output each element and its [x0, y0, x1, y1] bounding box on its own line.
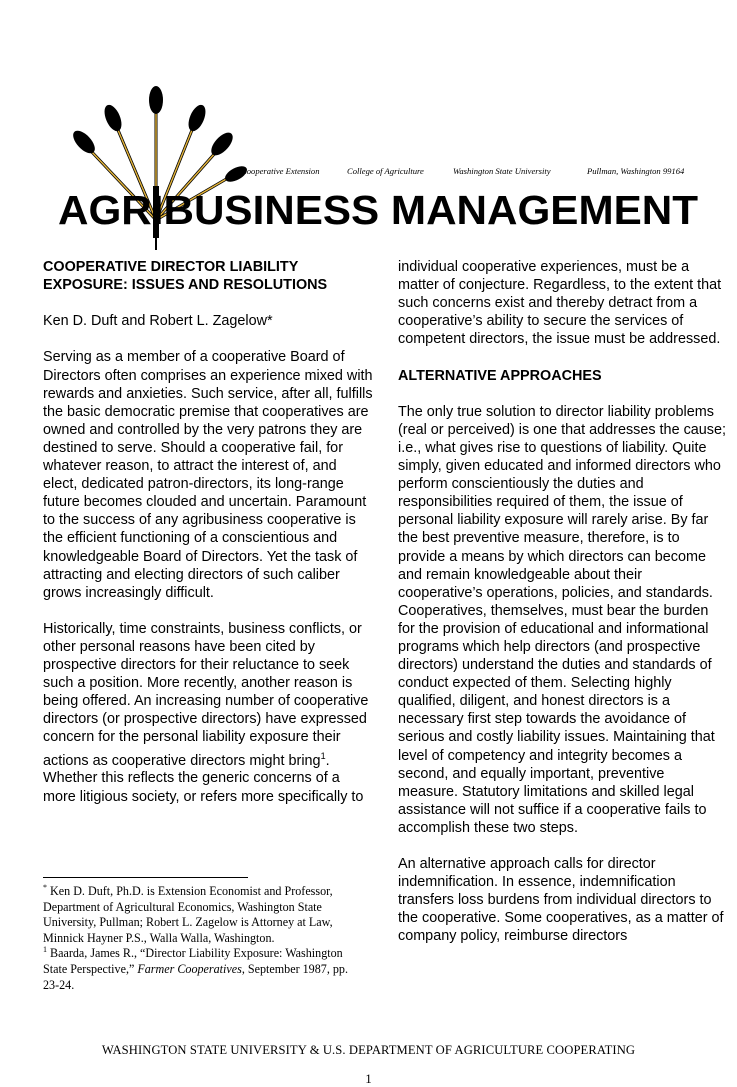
masthead-logo [0, 0, 737, 260]
footnote-marker-asterisk: * [43, 883, 47, 892]
footnote-journal-name: Farmer Cooperatives [137, 961, 242, 976]
paragraph-solution: The only true solution to director liability problems (real or perceived) is one that addresses the cause; i.e., what gives rise to questions of liability. Quite simply, given educated and informed directors who perform conscientiously the duties and responsibilities required of them, the issue of personal liability exposure will rarely arise. By far the best preventive measure, therefore, is to provide a means by which directors can become and remain knowledgeable about their cooperative’s operations, policies, and standards. Cooperatives, themselves, must bear the burden for the provision of educational and informational programs which help directors (and prospective directors) understand the duties and standards of conduct expected of them. Selecting highly qualified, diligent, and honest directors is a necessary first step towards the avoidance of serious and costly liability issues. Maintaining that level of competency and integrity becomes a second, and equally important, preventive measure. Statutory limitations and skilled legal assistance will not suffice if a cooperative fails to accomplish these two steps. [398, 403, 726, 836]
affiliation-location: Pullman, Washington 99164 [587, 166, 685, 176]
footnote-author-bio-text: Ken D. Duft, Ph.D. is Extension Economist and Professor, Department of Agricultural Economics, Washington State University, Pullman; Robert L. Zagelow is Attorney at Law, Minnick Hayner P.S., Walla Walla, Washington. [43, 884, 333, 945]
paragraph-history-continued: . Whether this reflects the generic concerns of a more litigious society, or refers more specifically to [43, 752, 364, 805]
paragraph-history-text: Historically, time constraints, business conflicts, or other personal reasons have been cited by prospective directors for their reluctance to seek such a position. More recently, another reason is being offered. An increasing number of cooperative directors (or prospective directors) have expressed concern for the personal liability exposure their actions as cooperative directors might bring [43, 620, 369, 769]
footnote-citation-text: Baarda, James R., “Director Liability Exposure: Washington State Perspective,” [43, 946, 343, 976]
footnote-reference: 1 [320, 750, 326, 761]
affiliation-cooperative-extension: Cooperative Extension [241, 166, 320, 176]
masthead-title: AGRIBUSINESS MANAGEMENT [58, 187, 698, 233]
footnote-citation-end: , September 1987, pp. 23-24. [43, 961, 348, 992]
page-number: 1 [365, 1071, 372, 1086]
footnote-marker-1: 1 [43, 945, 47, 955]
section-heading-alternative-approaches: ALTERNATIVE APPROACHES [398, 367, 602, 384]
paragraph-continued: individual cooperative experiences, must be a matter of conjecture. Regardless, to the extent that such concerns exist and thereby detract from a cooperative’s ability to secure the services of competent directors, the issue must be addressed. [398, 259, 722, 348]
footnote-author-bio [43, 884, 363, 946]
footnotes [43, 884, 363, 993]
article-title-line1: COOPERATIVE DIRECTOR LIABILITY [43, 259, 299, 275]
footnote-citation [43, 946, 363, 993]
article-title [43, 258, 373, 294]
paragraph-history [43, 620, 373, 806]
cooperating-statement: WASHINGTON STATE UNIVERSITY & U.S. DEPARTMENT OF AGRICULTURE COOPERATING [101, 1043, 636, 1057]
paragraph-intro: Serving as a member of a cooperative Board of Directors often comprises an experience mixed with rewards and anxieties. Such service, after all, fulfills the basic democratic premise that cooperatives are owned and controlled by the very patrons they are destined to serve. Should a cooperative fail, for whatever reason, to attract the interest of, and elect, dedicated patron-directors, its long-range future becomes clouded and uncertain. Paramount to the success of any agribusiness cooperative is the efficient functioning of a conscientious and knowledgeable Board of Directors. Yet the task of attracting and electing directors of such caliber grows increasingly difficult. [43, 349, 373, 601]
column-right [398, 258, 728, 964]
article-authors: Ken D. Duft and Robert L. Zagelow* [43, 313, 273, 330]
masthead-affiliations [241, 166, 701, 180]
footnote-divider [43, 877, 248, 878]
article-title-line2: EXPOSURE: ISSUES AND RESOLUTIONS [43, 277, 328, 294]
paragraph-indemnification: An alternative approach calls for director indemnification. In essence, indemnification transfers loss burdens from individual directors to the cooperative. Some cooperatives, as a matter of company policy, reimburse directors [398, 856, 724, 945]
column-left [43, 258, 373, 824]
affiliation-university: Washington State University [453, 166, 551, 176]
affiliation-college: College of Agriculture [347, 166, 424, 176]
